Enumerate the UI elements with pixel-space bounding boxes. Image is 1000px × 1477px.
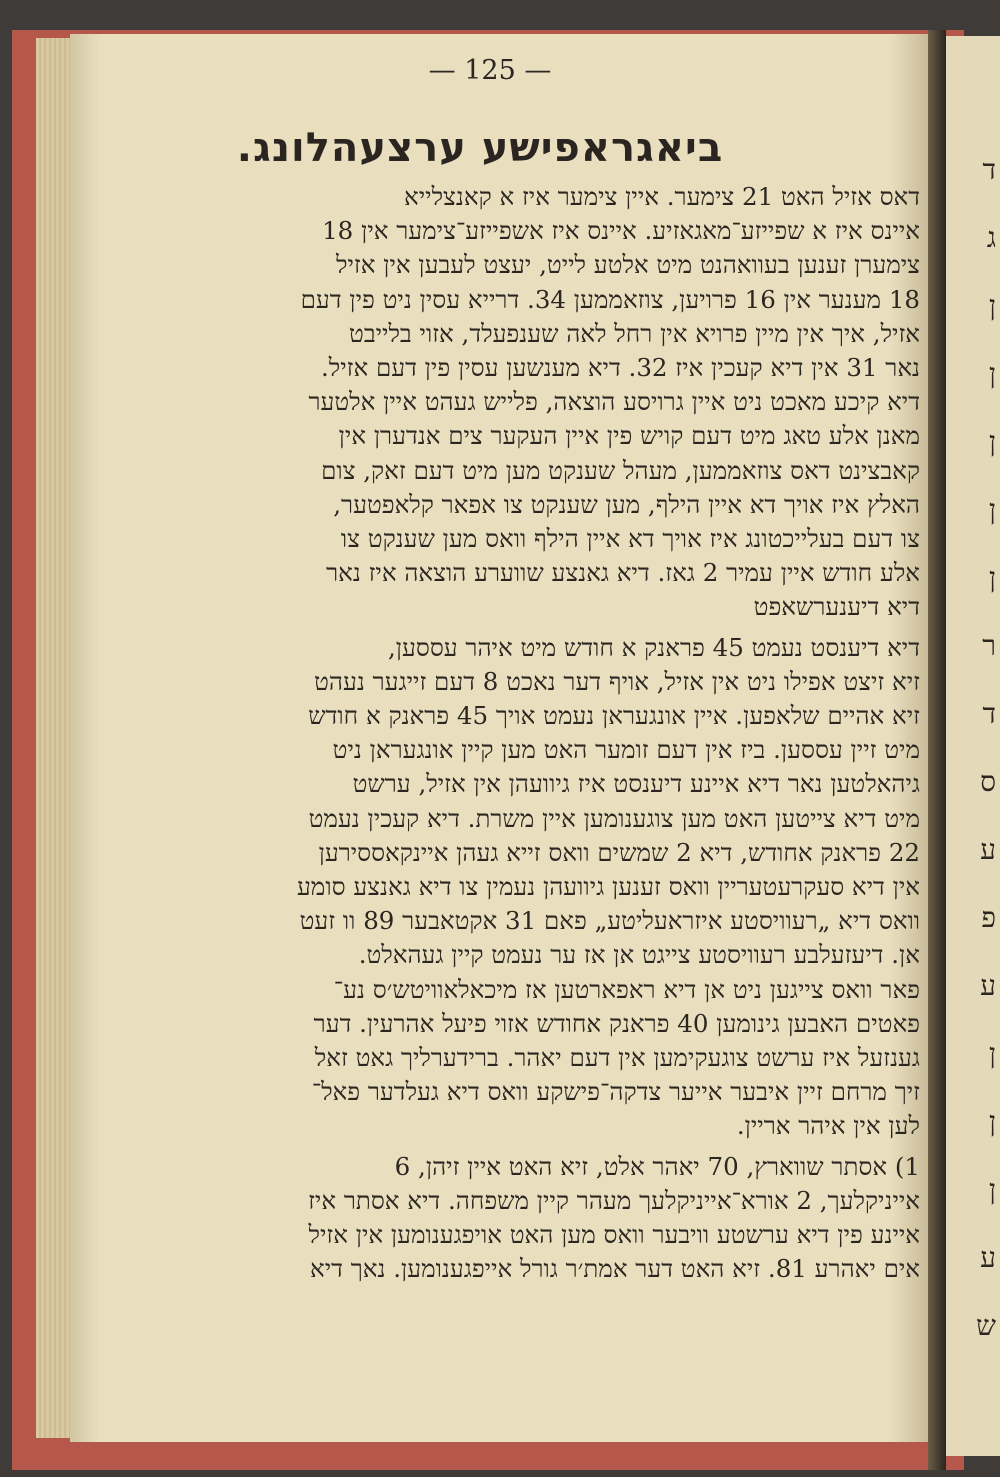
facing-page-fragment: ן xyxy=(988,493,996,526)
facing-page-fragment: פ xyxy=(981,901,996,934)
facing-page-fragment: ש xyxy=(976,1309,996,1342)
facing-page-fragment: ג xyxy=(986,221,996,254)
facing-page-fragment: ע xyxy=(980,833,996,866)
facing-page-fragment: ד xyxy=(982,697,996,730)
paragraph-3: 1) אסתר שווארץ, 70 יאהר אלט, זיא האט איין זיהן, 6 אייניקלעך, 2 אורא־אייניקלעך מעהר קיין משפחה. דיא אסתר איז איינע פין דיא ערשטע וויבער וואס מען האט אויפגענומען אין אזיל אים יאהרע 81. זיא האט דער אמת׳ר גורל אייפגענומען. נאך דיא xyxy=(308,1151,920,1284)
paragraph-2: דיא דיענסט נעמט 45 פראנק א חודש מיט איהר עססען, זיא זיצט אפילו ניט אין אזיל, אויף דער נאכט 8 דעם זייגער נעהט זיא אהיים שלאפען. איין אונגעראן נעמט אויך 45 פראנק א חודש מיט זיין עססען. ביז אין דעם זומער האט מען קיין אונגעראן ניט גיהאלטען נאר דיא איינע דיענסט איז גיוועהן אין אזיל, ערשט מיט דיא צייטען האט מען צוגענומען איין משרת. דיא קעכין נעמט 22 פראנק אחודש, דיא 2 שמשים וואס זייא געהן איינקאססירען אין דיא סעקרעטעריין וואס זענען גיוועהן נעמין צו דיא גאנצע סומע וואס דיא „רעוויסטע איזראעליטע„ פאם 31 אקטאבער 89 וו זעט אן. דיעזעלבע רעוויסטע צייגט אן אז ער נעמט קיין געהאלט. פאר וואס צייגען ניט אן דיא ראפארטען אז מיכאלאוויטש׳ס נע־ פאטים האבען גינומען 40 פראנק אחודש אזוי פיעל אהרעין. דער גענזעל איז ערשט צוגעקימען אין דעם יאהר. ברידערליך גאט זאל זיך מרחם זיין איבער אייער צדקה־פישקע וואס דיא געלדער פאל־ לען אין איהר אריין. xyxy=(296,632,920,1141)
page-number: — 125 — xyxy=(428,55,552,86)
facing-page-fragment: ן xyxy=(988,1105,996,1138)
paragraph-1: דאס אזיל האט 21 צימער. איין צימער איז א קאנצלייא איינס איז א שפייזע־מאגאזיע. איינס איז אשפייזע־צימער אין 18 צימערן זענען בעוואהנט מיט אלטע לייט, יעצט לעבען אין אזיל 18 מענער אין 16 פרויען, צוזאממען 34. דרייא עסין ניט פין דעם אזיל, איך אין מיין פרויא אין רחל לאה שענפעלד, אזוי בלייבט נאר 31 אין דיא קעכין איז 32. דיא מענשען עסין פין דעם אזיל. דיא קיכע מאכט ניט איין גרויסע הוצאה, פלייש געהט איין אלטער מאנן אלע טאג מיט דעם קויש פין איין העקער צים אנדערן אין קאבצינט דאס צוזאממען, מעהל שענקט מען מיט דעם זאק, צום האלץ איז אויך דא איין הילף, מען שענקט צו אפאר קלאפטער, צו דעם בעלייכטונג איז אויך דא איין הילף וואס מען שענקט צו אלע חודש איין עמיר 2 גאז. דיא גאנצע שווערע הוצאה איז נאר דיא דיענערשאפט xyxy=(300,182,920,622)
facing-page-edge xyxy=(946,36,1000,1456)
facing-page-fragment: ר xyxy=(982,629,996,662)
facing-page-fragment: ן xyxy=(988,357,996,390)
book-gutter xyxy=(928,30,946,1470)
facing-page-fragment: ן xyxy=(988,425,996,458)
facing-page-fragment: ן xyxy=(988,1173,996,1206)
page-title: ביאגראפישע ערצעהלונג. xyxy=(236,125,724,171)
facing-page-fragment: ן xyxy=(988,1037,996,1070)
facing-page-fragment: ס xyxy=(980,765,996,798)
facing-page-fragment: ן xyxy=(988,289,996,322)
facing-page-fragment: ע xyxy=(980,1241,996,1274)
facing-page-fragment: ן xyxy=(988,561,996,594)
facing-page-fragment: ד xyxy=(982,153,996,186)
body-text xyxy=(182,180,920,1287)
facing-page-fragment: ע xyxy=(980,969,996,1002)
